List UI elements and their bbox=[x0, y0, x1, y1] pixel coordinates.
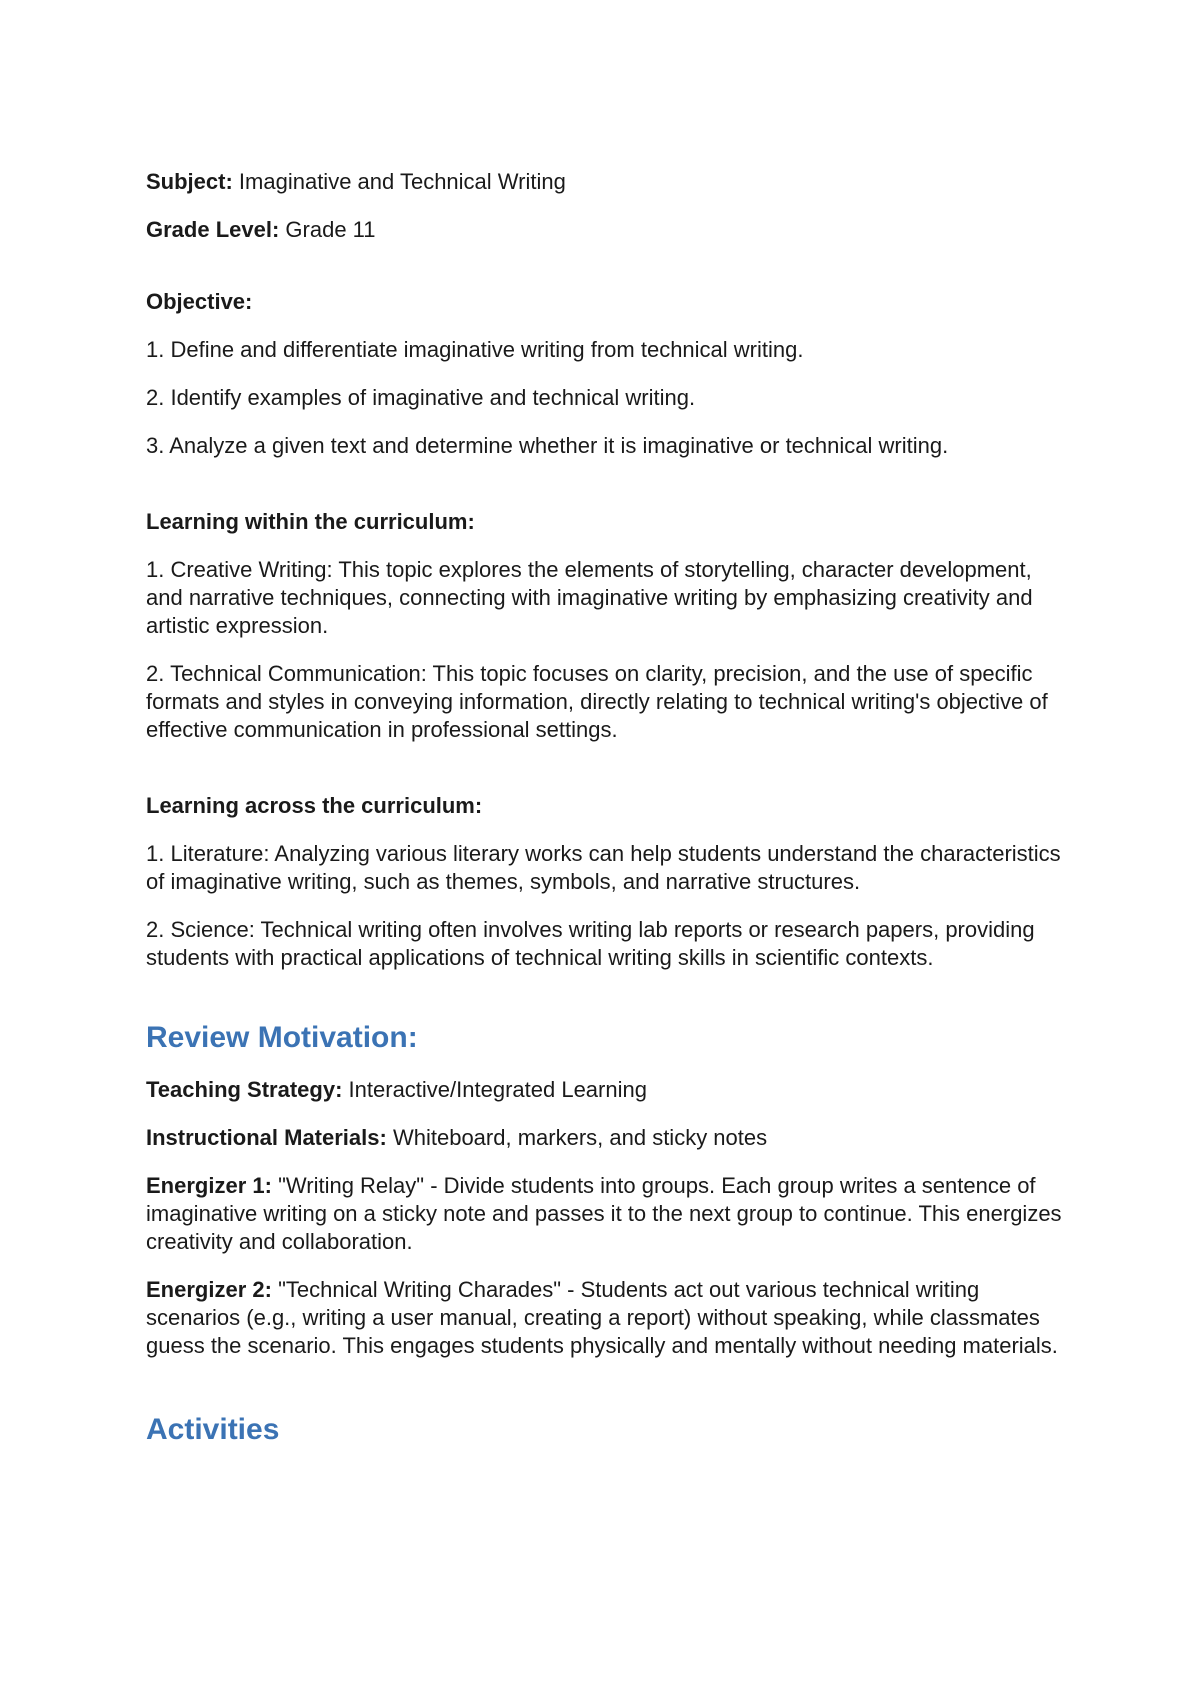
teaching-strategy-line bbox=[146, 1076, 1066, 1104]
within-curriculum-heading: Learning within the curriculum: bbox=[146, 509, 475, 534]
subject-value: Imaginative and Technical Writing bbox=[238, 169, 566, 194]
objective-item: 1. Define and differentiate imaginative writing from technical writing. bbox=[146, 337, 804, 362]
teaching-strategy-value: Interactive/Integrated Learning bbox=[348, 1077, 647, 1102]
instructional-materials-value: Whiteboard, markers, and sticky notes bbox=[392, 1125, 768, 1150]
review-motivation-heading: Review Motivation: bbox=[146, 1021, 418, 1054]
across-curriculum-heading: Learning across the curriculum: bbox=[146, 793, 483, 818]
objective-item: 3. Analyze a given text and determine whether it is imaginative or technical writing. bbox=[146, 433, 949, 458]
grade-value: Grade 11 bbox=[285, 217, 376, 242]
energizer-1-text: "Writing Relay" - Divide students into groups. Each group writes a sentence of imaginative writing on a sticky note and passes it to the next group to continue. This energizes creativity and collaboration. bbox=[146, 1173, 1062, 1254]
grade-line bbox=[146, 216, 1066, 244]
instructional-materials-label: Instructional Materials: bbox=[146, 1125, 387, 1150]
objective-item: 2. Identify examples of imaginative and technical writing. bbox=[146, 385, 696, 410]
energizer-2-label: Energizer 2: bbox=[146, 1277, 272, 1302]
document-body bbox=[146, 168, 1066, 1468]
across-curriculum-item: 1. Literature: Analyzing various literary works can help students understand the characteristics of imaginative writing, such as themes, symbols, and narrative structures. bbox=[146, 841, 1061, 894]
energizer-1-label: Energizer 1: bbox=[146, 1173, 272, 1198]
subject-label: Subject: bbox=[146, 169, 233, 194]
subject-line bbox=[146, 168, 1066, 196]
instructional-materials-line bbox=[146, 1124, 1066, 1152]
energizer-2-paragraph bbox=[146, 1276, 1066, 1360]
grade-label: Grade Level: bbox=[146, 217, 280, 242]
energizer-1-paragraph bbox=[146, 1172, 1066, 1256]
activities-heading: Activities bbox=[146, 1413, 280, 1446]
energizer-2-text: "Technical Writing Charades" - Students act out various technical writing scenarios (e.g., writing a user manual, creating a report) without speaking, while classmates guess the scenario. This engages students physically and mentally without needing materials. bbox=[146, 1277, 1058, 1358]
within-curriculum-item: 1. Creative Writing: This topic explores the elements of storytelling, character development, and narrative techniques, connecting with imaginative writing by emphasizing creativity and artistic expression. bbox=[146, 557, 1033, 638]
within-curriculum-item: 2. Technical Communication: This topic focuses on clarity, precision, and the use of specific formats and styles in conveying information, directly relating to technical writing's objective of effective communication in professional settings. bbox=[146, 661, 1048, 742]
across-curriculum-item: 2. Science: Technical writing often involves writing lab reports or research papers, providing students with practical applications of technical writing skills in scientific contexts. bbox=[146, 917, 1035, 970]
objective-heading: Objective: bbox=[146, 289, 253, 314]
teaching-strategy-label: Teaching Strategy: bbox=[146, 1077, 343, 1102]
